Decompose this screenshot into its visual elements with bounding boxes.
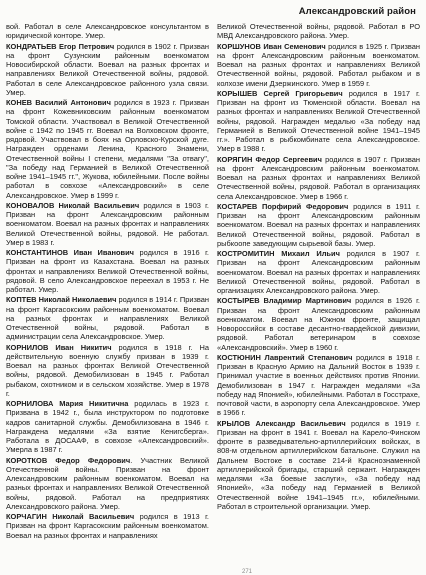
person-name: КОПТЕВ Николай Николаевич	[6, 295, 117, 305]
biography-text: родился в 1911 г. Призван на фронт Александровским районным военкоматом. Воевал на разных фронтах и направлениях Великой Отечественной войны, рядовой. Работал в рыбкоопе заведующим сырьевой базы. Умер.	[217, 201, 420, 248]
person-name: КОРНИЛОВ Иван Никитич	[6, 342, 112, 352]
biography-entry	[6, 456, 209, 512]
biography-entry	[217, 89, 420, 154]
biography-entry	[6, 42, 209, 98]
biography-text: родился в 1902 г. Призван на фронт Сузунским районным военкоматом Новосибирской области. Воевал на разных фронтах и направлениях Великой Отечественной войны, рядовой. Работал в селе Александровское районного узла связи. Умер.	[6, 41, 209, 97]
biography-entry	[217, 155, 420, 201]
biography-text: родился в 1919 г. Призван на фронт в 1941 г. Воевал на Карело-Финском фронте в разведывательно-артиллерийских войсках, в 808-м отдельном артиллерийском батальоне. Служил на Дальнем Востоке в составе 214-й Краснознаменной артиллерийской бригады, старший сержант. Награжден медалями «За боевые заслуги», «За победу над Японией», «За победу над Германией в Великой Отечественной войне 1941–1945 гг.», юбилейными. Работал в строительной организации. Умер.	[217, 418, 420, 511]
person-name: КОСТРОМИТИН Михаил Ильич	[217, 249, 340, 258]
right-column	[217, 22, 420, 570]
person-name: КОСТАРЕВ Порфирий Федорович	[217, 201, 349, 211]
biography-text: Великой Отечественной войны, рядовой. Работал в РО МВД Александровского района. Умер.	[217, 22, 420, 41]
biography-text: родился в 1918 г. На действительную военную службу призван в 1939 г. Воевал на разных фронтах Великой Отечественной войны, рядовой. Демобилизован в 1945 г. Работал рыбаком, охотником и в сельском хозяйстве. Умер в 1978 г.	[6, 342, 209, 398]
page-header	[0, 0, 426, 22]
biography-text: родился в 1917 г. Призван на фронт из Тюменской области. Воевал на разных фронтах и направлениях Великой Отечественной войны, рядовой. Награжден медалью «За победу над Германией в Великой Отечественной войне 1941–1945 гг.». Работал в рыбкомбинате села Александровское. Умер в 1988 г.	[217, 88, 420, 154]
biography-text: вой. Работал в селе Александровское консультантом в юридической конторе. Умер.	[6, 22, 209, 41]
person-name: КОСТЫРЕВ Владимир Мартинович	[217, 296, 352, 306]
biography-entry	[217, 22, 420, 41]
biography-text: родился в 1907 г. Призван на фронт Александровским районным военкоматом. Воевал на разных фронтах и направлениях Великой Отечественной войны, рядовой. Работал в организациях Александровского района. Умер.	[217, 249, 420, 295]
person-name: КОРЫШЕВ Сергей Григорьевич	[217, 88, 343, 98]
biography-text: родился в 1918 г. Призван в Красную Армию на Дальний Восток в 1939 г. Принимал участие в военных действиях против Японии. Демобилизован в 1947 г. Награжден медалями «За победу над Японией», юбилейными. Работал в Госстрахе, почтовой части, в аэропорту села Александровское. Умер в 1966 г.	[217, 352, 420, 418]
biography-text: родился в 1925 г. Призван на фронт Александровским районным военкоматом. Воевал на разных фронтах и направлениях Великой Отечественной войны, рядовой. Работал рыбаком и в колхозе имени Дзержинского. Умер в 1959 г.	[217, 41, 420, 88]
biography-text: . Участник Великой Отечественной войны. Призван на фронт Александровским районным военкоматом. Воевал на разных фронтах и направлениях Великой Отечественной войны, рядовой. Работал на предприятиях Александровского района. Умер.	[6, 455, 209, 511]
person-name: КОРЧАГИН Николай Васильевич	[6, 512, 135, 521]
person-name: КОНСТАНТИНОВ Иван Иванович	[6, 248, 134, 257]
biography-entry	[217, 296, 420, 352]
biography-entry	[217, 42, 420, 88]
person-name: КОРЯГИН Федор Сергеевич	[217, 154, 322, 164]
person-name: КРЫЛОВ Александр Васильевич	[217, 418, 346, 428]
biography-entry	[6, 98, 209, 200]
biography-entry	[217, 202, 420, 248]
biography-entry	[6, 201, 209, 247]
biography-entry	[6, 248, 209, 294]
biography-text: родился в 1914 г. Призван на фронт Каргасокским районным военкоматом. Воевал на разных фронтах и направлениях Великой Отечественной войны, рядовой. Работал в администрации села Александровское. Умер.	[6, 295, 209, 342]
biography-text: родился в 1903 г. Призван на фронт Александровским районным военкоматом. Воевал на разных фронтах и направлениях Великой Отечественной войны, рядовой. Не работал. Умер в 1983 г.	[6, 200, 209, 247]
person-name: КОРНИЛОВА Мария Никитична	[6, 399, 129, 408]
biography-entry	[6, 399, 209, 455]
biography-text: родилась в 1923 г. Призвана в 1942 г., была инструктором по подготовке кадров санитарной службы. Демобилизована в 1946 г. Награждена медалями «За взятие Кенигсберга». Работала в ДОСААФ, в совхозе «Александровский». Умерла в 1987 г.	[6, 399, 209, 455]
biography-text: родился в 1923 г. Призван на фронт Кожевниковским районным военкоматом Томской области. Участвовал в Великой Отечественной войне с 1942 по 1945 гг. Воевал на Волховском фронте, рядовой. Участвовал в боях на Орловско-Курской дуге. Награжден орденами Ленина, Красного Знамени, Отечественной войны I степени, медалями "За отвагу", "За победу над Германией в Великой Отечественной войне 1941–1945 гг.", Жукова, юбилейными. После войны работал в совхозе «Александровский» в селе Александровское. Умер в 1999 г.	[6, 98, 209, 200]
biography-entry	[6, 22, 209, 41]
person-name: КОНДРАТЬЕВ Егор Петрович	[6, 41, 115, 51]
biography-entry	[6, 343, 209, 399]
section-title: Александровский район	[298, 6, 416, 17]
text-columns	[6, 22, 420, 570]
biography-text: родился в 1907 г. Призван на фронт Александровским районным военкоматом. Воевал на разных фронтах и направлениях Великой Отечественной войны, рядовой. Работал в организациях села Александровское. Умер в 1966 г.	[217, 154, 420, 201]
biography-text: родился в 1916 г. Призван на фронт из Казахстана. Воевал на разных фронтах и направлениях Великой Отечественной войны, рядовой. В село Александровское переехал в 1953 г. Не работал. Умер.	[6, 248, 209, 294]
person-name: КОРШУНОВ Иван Семенович	[217, 41, 326, 51]
biography-text: родился в 1913 г. Призван на фронт Каргасокским районным военкоматом. Воевал на разных фронтах и направлениях	[6, 512, 209, 540]
person-name: КОРОТКОВ Федор Федорович	[6, 455, 131, 465]
page-number: 271	[242, 569, 253, 575]
left-column	[6, 22, 209, 570]
biography-entry	[217, 419, 420, 512]
person-name: КОНЕВ Василий Антонович	[6, 98, 111, 107]
biography-entry	[6, 295, 209, 341]
biography-entry	[6, 512, 209, 540]
biography-entry	[217, 353, 420, 418]
biography-entry	[217, 249, 420, 295]
biography-text: родился в 1926 г. Призван на фронт Александровским районным военкоматом. Воевал на Южном фронте, защищал Новороссийск в составе десантно-гвардейской дивизии, рядовой. Работал ветеринаром в совхозе «Александровский». Умер в 1960 г.	[217, 296, 420, 352]
person-name: КОСТЮНИН Лаврентий Степанович	[217, 352, 353, 362]
person-name: КОНОВАЛОВ Николай Васильевич	[6, 200, 140, 210]
